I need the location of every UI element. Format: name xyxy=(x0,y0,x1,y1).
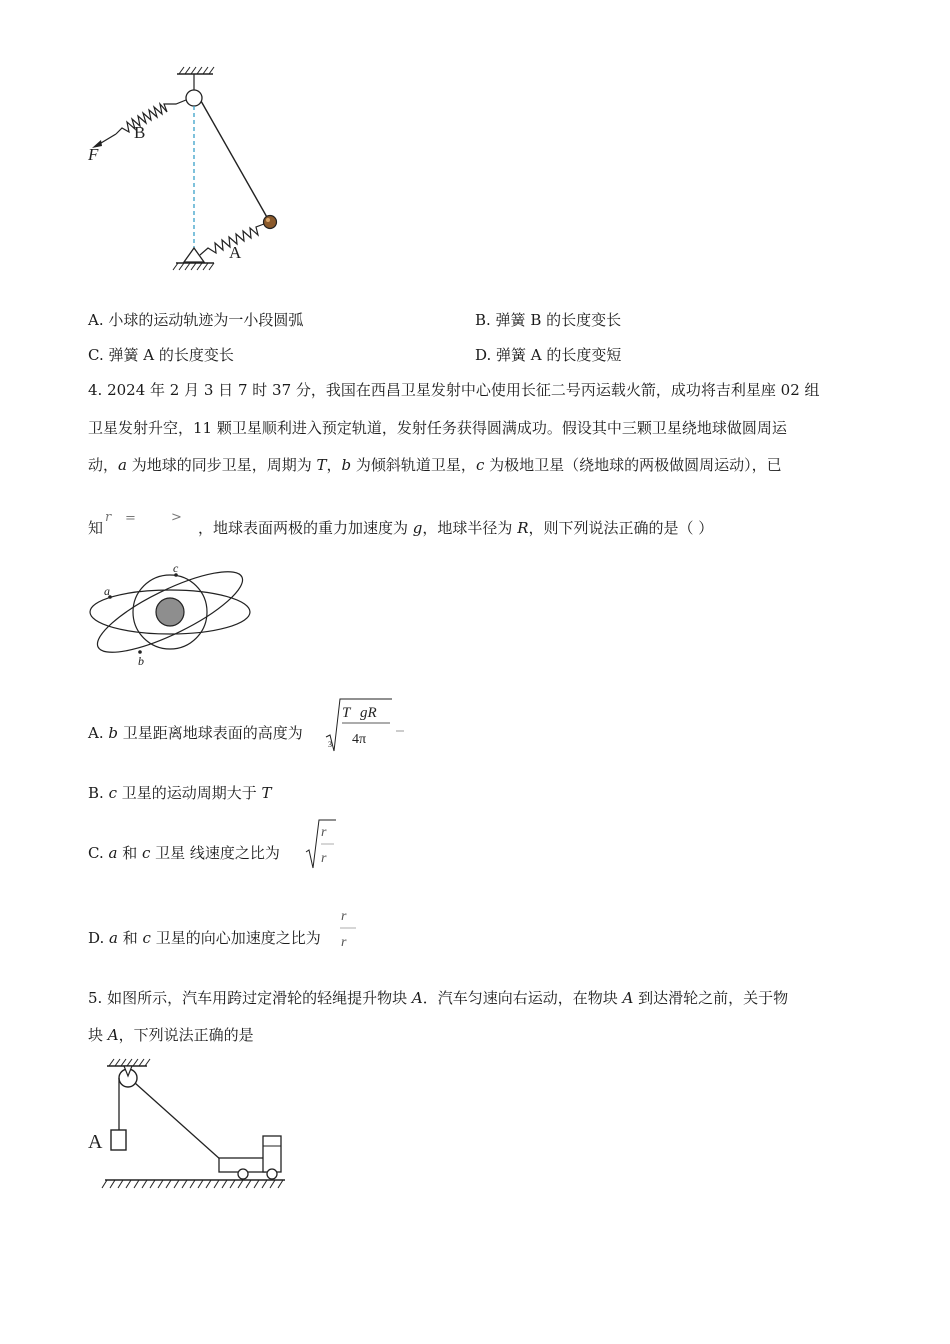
label-sat-c: c xyxy=(173,561,179,575)
label-sat-b: b xyxy=(138,654,144,668)
svg-text:3: 3 xyxy=(328,740,332,749)
q3-option-c[interactable]: C. 弹簧 A 的长度变长 xyxy=(88,346,234,364)
svg-text:r: r xyxy=(341,935,347,950)
q5-stem-line1: 5. 如图所示，汽车用跨过定滑轮的轻绳提升物块 A．汽车匀速向右运动，在物块 A 到达滑轮之前，关于物 xyxy=(88,989,789,1007)
pivot xyxy=(184,248,204,262)
svg-text:r: r xyxy=(341,909,347,924)
q4-option-a-formula xyxy=(324,695,414,755)
q5-figure xyxy=(85,1058,295,1198)
truck-cab xyxy=(263,1136,281,1172)
q4-option-c[interactable]: C. a 和 c 卫星 线速度之比为 xyxy=(88,844,280,862)
q4-figure xyxy=(88,560,268,680)
q4-option-a[interactable]: A. b 卫星距离地球表面的高度为 xyxy=(88,724,303,742)
q4-option-d-formula xyxy=(338,906,368,956)
q4-stem-line2: 卫星发射升空，11 颗卫星顺利进入预定轨道，发射任务获得圆满成功。假设其中三颗卫星绕地球做圆周运 xyxy=(88,419,787,437)
q4-option-b[interactable]: B. c 卫星的运动周期大于 T xyxy=(88,784,272,802)
spring-b xyxy=(116,100,186,134)
ball xyxy=(264,216,277,229)
q5-stem-line2: 块 A，下列说法正确的是 xyxy=(88,1026,254,1044)
wheel-rear xyxy=(238,1169,248,1179)
pulley xyxy=(186,90,202,106)
q4-stem-line1: 4. 2024 年 2 月 3 日 7 时 37 分，我国在西昌卫星发射中心使用长征二号丙运载火箭，成功将吉利星座 02 组 xyxy=(88,381,820,399)
label-block-a: A xyxy=(88,1131,103,1153)
label-sat-a: a xyxy=(104,584,110,598)
label-f: F xyxy=(88,145,99,164)
q4-option-d[interactable]: D. a 和 c 卫星的向心加速度之比为 xyxy=(88,929,321,947)
svg-text:4π: 4π xyxy=(352,732,367,747)
q3-option-b[interactable]: B. 弹簧 B 的长度变长 xyxy=(475,311,622,329)
earth xyxy=(156,598,184,626)
q4-stem-line3: 动，a 为地球的同步卫星，周期为 T，b 为倾斜轨道卫星，c 为极地卫星（绕地球的两极做圆周运动），已 xyxy=(88,456,782,474)
q4-option-c-formula xyxy=(304,816,344,876)
q3-figure xyxy=(80,62,300,282)
svg-text:gR: gR xyxy=(360,705,377,721)
q3-option-a[interactable]: A. 小球的运动轨迹为一小段圆弧 xyxy=(88,311,304,329)
q4-stem-line4: 知 r = > ，地球表面两极的重力加速度为 g，地球半径为 R，则下列说法正确的是（ ） xyxy=(88,510,714,537)
wheel-front xyxy=(267,1169,277,1179)
label-a: A xyxy=(229,243,242,262)
q3-option-d[interactable]: D. 弹簧 A 的长度变短 xyxy=(475,346,622,364)
label-b: B xyxy=(134,123,146,142)
svg-text:T: T xyxy=(342,705,351,721)
svg-text:r: r xyxy=(321,851,327,866)
svg-text:r: r xyxy=(321,825,327,840)
block-a xyxy=(111,1130,126,1150)
